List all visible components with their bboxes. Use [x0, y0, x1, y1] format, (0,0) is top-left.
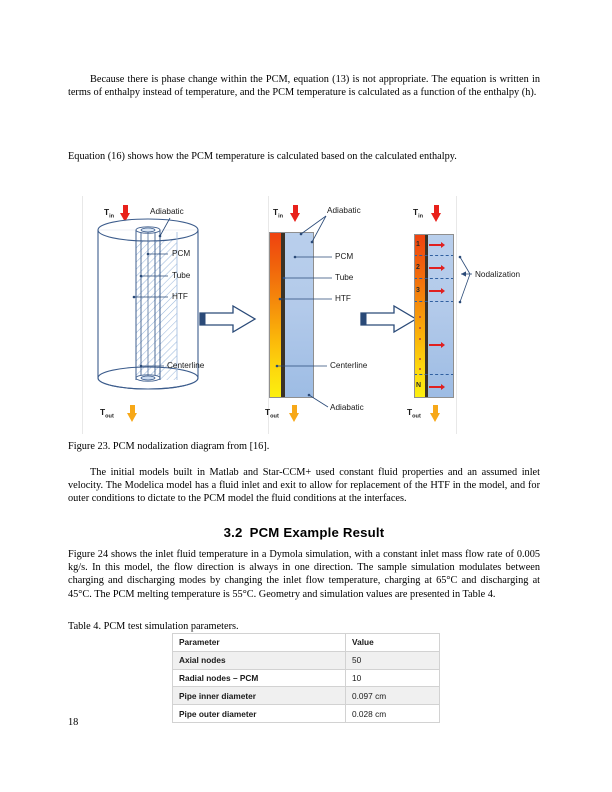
table-header-value: Value	[346, 634, 440, 652]
section-title: PCM Example Result	[249, 525, 385, 540]
panel2-callout-adiabatic-top: Adiabatic	[327, 206, 361, 215]
table-header-row	[173, 634, 440, 652]
table-header-parameter: Parameter	[173, 634, 346, 652]
table-cell-parameter: Pipe inner diameter	[173, 687, 346, 705]
panel2-inlet-label: $T_{in}$	[273, 207, 284, 220]
panel3-leader-lines	[82, 196, 457, 434]
page-number: 18	[68, 717, 79, 728]
figure-23-pcm-nodalization	[82, 196, 521, 434]
section-heading-3-2	[68, 525, 540, 540]
table-4-pcm-parameters	[172, 633, 440, 723]
panel3-outlet-label: $T_{out}$	[407, 407, 421, 420]
table-row	[173, 687, 440, 705]
table-row	[173, 651, 440, 669]
node-number-3: 3	[416, 287, 420, 294]
paragraph-equation16-text: Equation (16) shows how the PCM temperature is calculated based on the calculated enthalpy.	[68, 151, 457, 162]
panel1-outlet-label: $T_{out}$	[100, 407, 114, 420]
panel1-callout-adiabatic: Adiabatic	[150, 207, 184, 216]
table-row	[173, 669, 440, 687]
paragraph-models	[68, 466, 540, 506]
node-number-n: N	[416, 382, 422, 389]
paragraph-equation16	[68, 150, 540, 163]
figure-23-caption: Figure 23. PCM nodalization diagram from [16].	[68, 441, 270, 452]
table-row	[173, 705, 440, 723]
table-cell-parameter: Radial nodes – PCM	[173, 669, 346, 687]
paragraph-example-text: Figure 24 shows the inlet fluid temperature in a Dymola simulation, with a constant inlet mass flow rate of 0.005 kg/s. In this model, the flow direction is always in one direction. The sample simulation modulates between charging and discharging modes by changing the inlet flow temperature, charging at 65°C and discharging at 45°C. The PCM melting temperature is 55°C. Geometry and simulation values are presented in Table 4.	[68, 549, 540, 600]
panel1-inlet-label: $T_{in}$	[104, 207, 115, 220]
table-cell-value: 50	[346, 651, 440, 669]
table-4-caption: Table 4. PCM test simulation parameters.	[68, 621, 239, 632]
panel3-callout-nodalization: Nodalization	[475, 270, 521, 279]
panel2-callout-htf: HTF	[335, 294, 351, 303]
table-cell-value: 0.028 cm	[346, 705, 440, 723]
panel1-callout-centerline: Centerline	[167, 361, 205, 370]
panel2-outlet-label: $T_{out}$	[265, 407, 279, 420]
section-number: 3.2	[223, 525, 243, 540]
panel2-callout-centerline: Centerline	[330, 361, 368, 370]
panel2-callout-tube: Tube	[335, 273, 354, 282]
paragraph-example	[68, 548, 540, 601]
node-number-2: 2	[416, 264, 420, 271]
panel3-outlet-arrow-icon	[430, 405, 441, 422]
panel1-callout-tube: Tube	[172, 271, 191, 280]
table-cell-parameter: Pipe outer diameter	[173, 705, 346, 723]
panel2-callout-pcm: PCM	[335, 252, 354, 261]
table-cell-value: 0.097 cm	[346, 687, 440, 705]
table-cell-parameter: Axial nodes	[173, 651, 346, 669]
node-number-1: 1	[416, 241, 420, 248]
panel1-callout-pcm: PCM	[172, 249, 191, 258]
panel1-callout-htf: HTF	[172, 292, 188, 301]
paragraph-intro	[68, 73, 540, 99]
table-cell-value: 10	[346, 669, 440, 687]
paragraph-intro-text: Because there is phase change within the PCM, equation (13) is not appropriate. The equation is written in terms of enthalpy instead of temperature, and the PCM temperature is calculated as a function of the enthalpy (h).	[68, 74, 540, 99]
panel2-callout-adiabatic-bottom: Adiabatic	[330, 403, 364, 412]
paragraph-models-text: The initial models built in Matlab and Star-CCM+ used constant fluid properties and an assumed inlet velocity. The Modelica model has a fluid inlet and exit to allow for replacement of the HTF in the model, and for outer conditions to dictate to the PCM model the fluid conditions at the interfaces.	[68, 467, 540, 505]
panel3-inlet-label: $T_{in}$	[413, 207, 424, 220]
